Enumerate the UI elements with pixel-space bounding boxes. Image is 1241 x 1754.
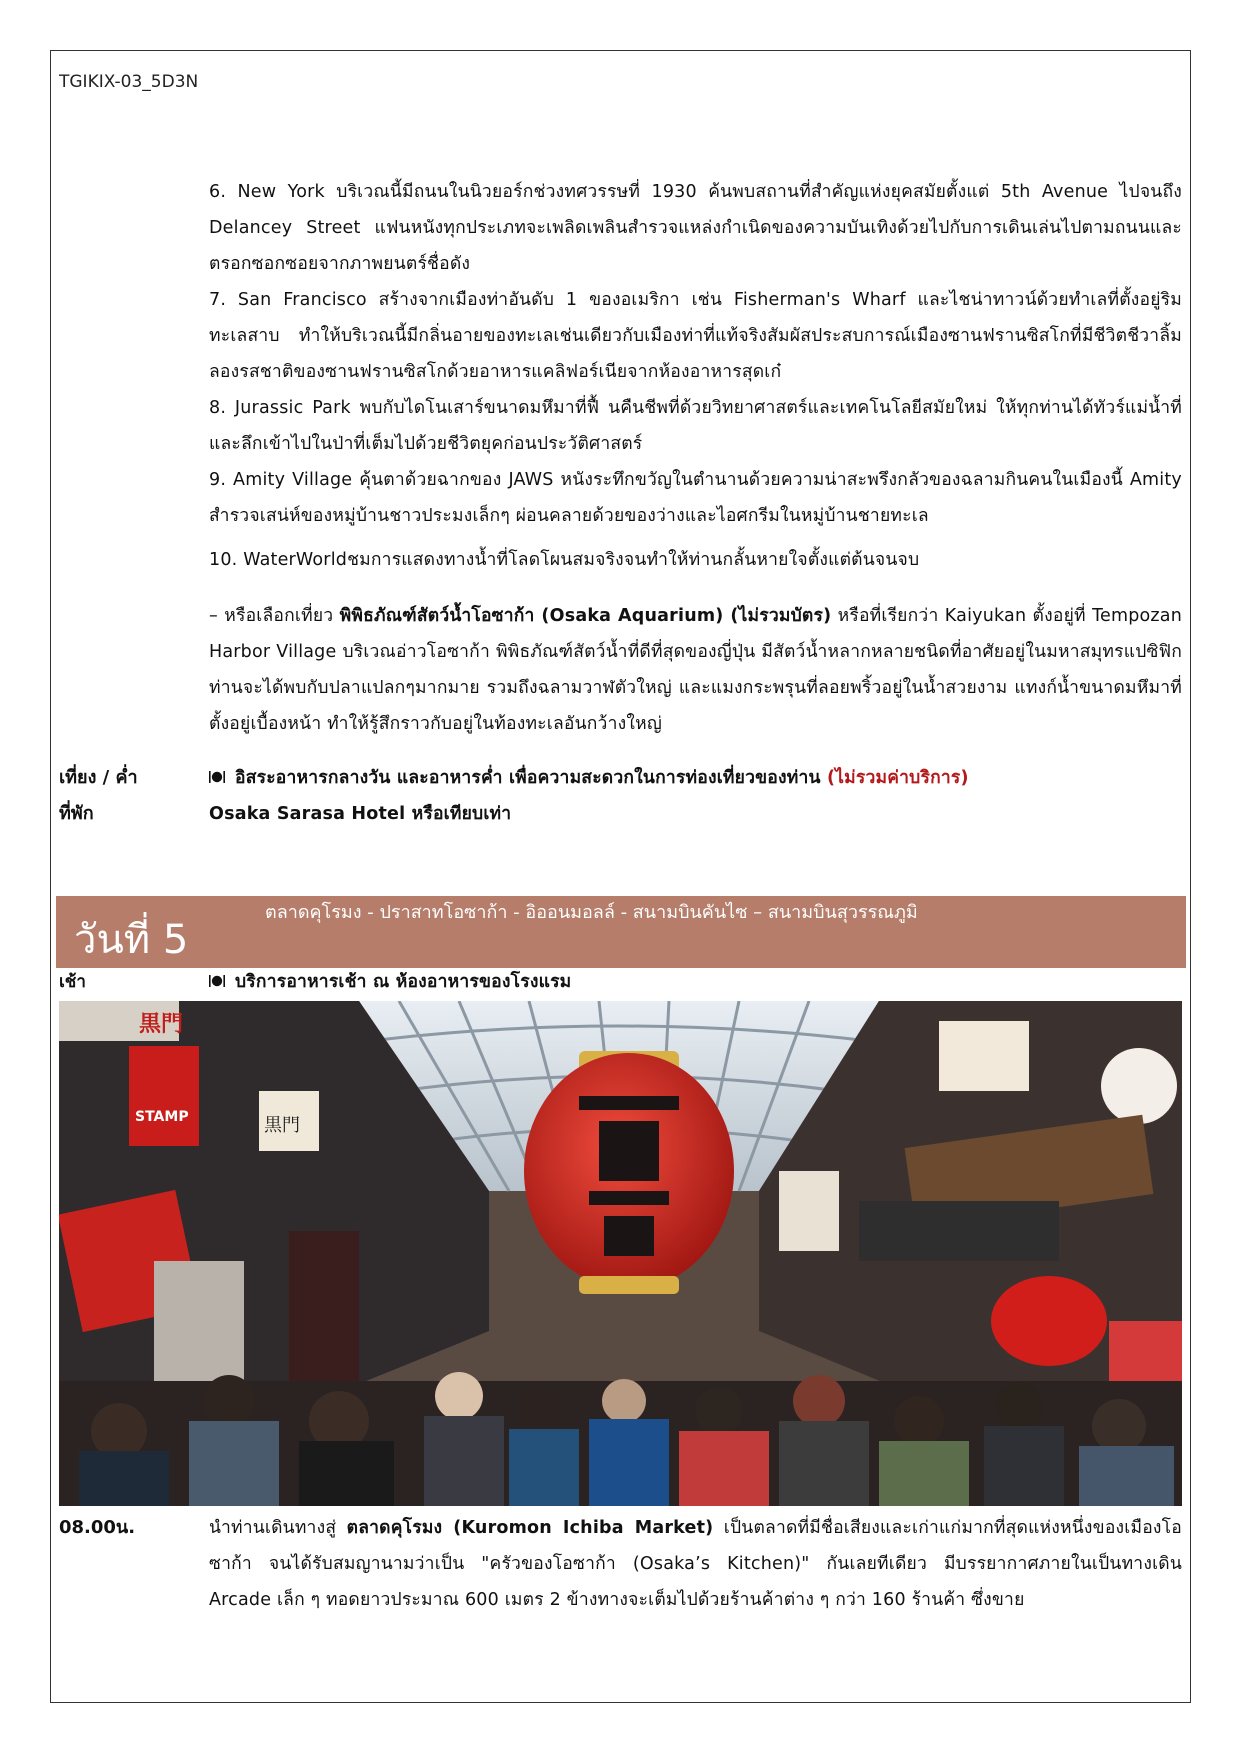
breakfast-plate-icon: [209, 974, 225, 988]
attraction-item-10: 10. WaterWorldชมการแสดงทางน้ำที่โลดโผนสมจริงจนทำให้ท่านกลั้นหายใจตั้งแต่ต้นจนจบ: [209, 550, 920, 570]
breakfast-line: [209, 964, 1182, 1000]
dinner-plate-icon: [209, 770, 225, 784]
left-shop-sign: [129, 1046, 199, 1146]
aquarium-lead: – หรือเลือกเที่ยว: [209, 606, 340, 626]
desc-lead: นำท่านเดินทางสู่: [209, 1518, 347, 1538]
day-title: วันที่ 5: [74, 917, 189, 963]
hotel-name: Osaka Sarasa Hotel หรือเทียบเท่า: [209, 804, 512, 824]
aquarium-name: พิพิธภัณฑ์สัตว์น้ำโอซาก้า (Osaka Aquarium) (ไม่รวมบัตร): [339, 606, 832, 626]
aquarium-paragraph: [209, 598, 1182, 742]
attraction-item-7: 7. San Francisco สร้างจากเมืองท่าอันดับ 1 ของอเมริกา เช่น Fisherman's Wharf และไชน่าทาวน์ด้วยทำเลที่ตั้งอยู่ริมทะเลสาบ ทำให้บริเวณนี้มีกลิ่นอายของทะเลเช่นเดียวกับเมืองท่าที่แท้จริงสัมผัสประสบการณ์เมืองซานฟรานซิสโกที่มีชีวิตชีวาลิ้มลองรสชาติของซานฟรานซิสโกด้วยอาหารแคลิฟอร์เนียจากห้องอาหารสุดเก๋: [209, 290, 1182, 382]
attraction-item-6: 6. New York บริเวณนี้มีถนนในนิวยอร์กช่วงทศวรรษที่ 1930 ค้นพบสถานที่สำคัญแห่งยุคสมัยตั้งแต่ 5th Avenue ไปจนถึง Delancey Street แฟนหนังทุกประเภทจะเพลิดเพลินสำรวจแหล่งกำเนิดของความบันเทิงด้วยไปกับการเดินเล่นไปตามถนนและตรอกซอกซอยจากภาพยนตร์ชื่อดัง: [209, 182, 1182, 274]
sign-kuromon: 黒門: [139, 1012, 184, 1037]
desc-place: ตลาดคุโรมง (Kuromon Ichiba Market): [346, 1518, 714, 1538]
attraction-item-8: 8. Jurassic Park พบกับไดโนเสาร์ขนาดมหึมาที่ฟื้ นคืนชีพที่ด้วยวิทยาศาสตร์และเทคโนโลยีสมัยใหม่ ให้ทุกท่านได้ทัวร์แม่น้ำที่และลึกเข้าไปในป่าที่เต็มไปด้วยชีวิตยุคก่อนประวัติศาสตร์: [209, 398, 1182, 454]
market-illustration: [59, 1001, 1182, 1506]
attraction-item-9: 9. Amity Village คุ้นตาด้วยฉากของ JAWS หนังระทึกขวัญในตำนานด้วยความน่าสะพรึงกลัวของฉลามกินคนในเมืองนี้ Amity สำรวจเสน่ห์ของหมู่บ้านชาวประมงเล็กๆ ผ่อนคลายด้วยของว่างและไอศกรีมในหมู่บ้านชายทะเล: [209, 470, 1182, 526]
desc-text: เป็นตลาดที่มีชื่อเสียงและเก่าแก่มากที่สุดแห่งหนึ่งของเมืองโอซาก้า จนได้รับสมญานามว่าเป็น "ครัวของโอซาก้า (Osaka’s Kitchen)" กันเลยทีเดียว มีบรรยากาศภายในเป็นทางเดิน Arcade เล็ก ๆ ทอดยาวประมาณ 600 เมตร 2 ข้างทางจะเต็มไปด้วยร้านค้าต่าง ๆ กว่า 160 ร้านค้า ซึ่งขาย: [209, 1518, 1182, 1610]
time-label: 08.00น.: [59, 1517, 136, 1538]
meals-note: (ไม่รวมค่าบริการ): [826, 768, 969, 788]
kuromon-description: [209, 1510, 1182, 1618]
meals-label: เที่ยง / ค่ำ: [59, 767, 138, 788]
meals-text: อิสระอาหารกลางวัน และอาหารค่ำ เพื่อความสะดวกในการท่องเที่ยวของท่าน: [235, 768, 827, 788]
breakfast-text: บริการอาหารเช้า ณ ห้องอาหารของโรงแรม: [235, 972, 572, 992]
sign-stamp: STAMP: [135, 1109, 189, 1125]
meals-line: [209, 760, 1182, 796]
kuromon-market-photo: [59, 1001, 1182, 1506]
tour-code: TGIKIX-03_5D3N: [59, 72, 199, 92]
breakfast-label: เช้า: [59, 972, 86, 992]
hotel-label: ที่พัก: [59, 803, 94, 824]
day-route: ตลาดคุโรมง - ปราสาทโอซาก้า - อิออนมอลล์ - สนามบินคันไซ – สนามบินสุวรรณภูมิ: [265, 902, 918, 923]
sign-kuromon-small: 黒門: [264, 1115, 300, 1136]
aquarium-text: หรือที่เรียกว่า Kaiyukan ตั้งอยู่ที่ Tempozan Harbor Village บริเวณอ่าวโอซาก้า พิพิธภัณฑ์สัตว์น้ำที่ดีที่สุดของญี่ปุ่น มีสัตว์น้ำหลากหลายชนิดที่อาศัยอยู่ในมหาสมุทรแปซิฟิก ท่านจะได้พบกับปลาแปลกๆมากมาย รวมถึงฉลามวาฬตัวใหญ่ และแมงกระพรุนที่ลอยพริ้วอยู่ในน้ำสวยงาม แทงก์น้ำขนาดมหึมาที่ตั้งอยู่เบื้องหน้า ทำให้รู้สึกราวกับอยู่ในท้องทะเลอันกว้างใหญ่: [209, 606, 1183, 734]
